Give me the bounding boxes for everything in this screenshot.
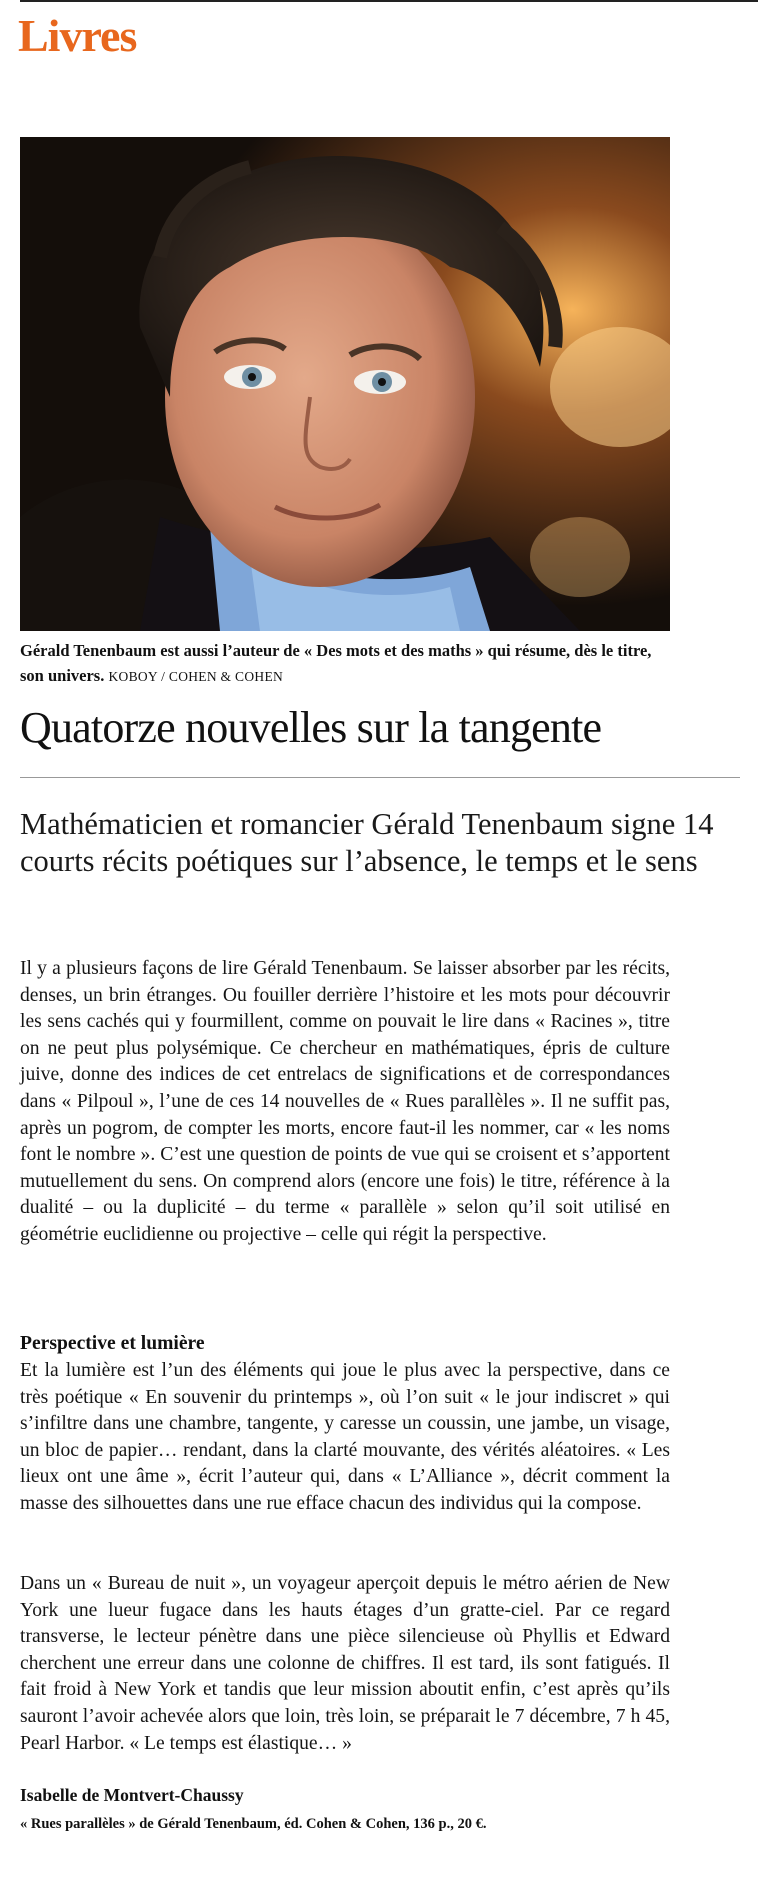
body-paragraph-1: Il y a plusieurs façons de lire Gérald Tenenbaum. Se laisser absorber par les récits, denses, un brin étranges. Ou fouiller derrière l’histoire et les mots pour découvrir les sens cachés qui y fourmillent, comme on pouvait le lire dans « Racines », titre on ne peut plus polysémique. Ce chercheur en mathématiques, épris de culture juive, donne des indices de cet entrelacs de significations et de correspondances dans « Pilpoul », l’une de ces 14 nouvelles de « Rues parallèles ». Il ne suffit pas, après un pogrom, de compter les morts, encore faut-il les nommer, car « les noms font le nombre ». C’est une question de points de vue qui se croisent et s’apportent mutuellement du sens. On comprend alors (encore une fois) le titre, référence à la dualité – ou la duplicité – du terme « parallèle » selon qu’il soit utilisé en géométrie euclidienne ou projective – celle qui régit la perspective. [20,958,670,1245]
portrait-illustration [20,137,670,631]
photo-credit: KOBOY / COHEN & COHEN [108,669,284,684]
photo-caption [20,638,660,689]
section-title: Livres [18,10,137,61]
body-paragraph-3: Dans un « Bureau de nuit », un voyageur aperçoit depuis le métro aérien de New York une lueur fugace dans les hauts étages d’un gratte-ciel. Par ce regard transverse, le lecteur pénètre dans une pièce silencieuse où Phyllis et Edward cherchent une erreur dans une colonne de chiffres. Il est tard, ils sont fatigués. Il fait froid à New York et tandis que leur mission aboutit enfin, c’est après qu’ils sauront l’avoir achevée alors que loin, très loin, se préparait le 7 décembre, 7 h 45, Pearl Harbor. « Le temps est élastique… » [20,1573,670,1754]
book-reference: « Rues parallèles » de Gérald Tenenbaum, éd. Cohen & Cohen, 136 p., 20 €. [20,1816,487,1832]
body-paragraph-2: Et la lumière est l’un des éléments qui joue le plus avec la perspective, dans ce très poétique « En souvenir du printemps », où l’on suit « le jour indiscret » qui s’infiltre dans une chambre, tangente, y caresse un coussin, une jambe, un visage, un bloc de papier… rendant, dans la clarté mouvante, des vérités aléatoires. « Les lieux ont une âme », écrit l’auteur qui, dans « L’Alliance », décrit comment la masse des silhouettes dans une rue efface chacun des individus qui la compose. [20,1360,670,1514]
caption-text: Gérald Tenenbaum est aussi l’auteur de « Des mots et des maths » qui résume, dès le titre, son univers. [20,641,652,685]
author-photo [20,137,670,631]
section-subhead: Perspective et lumière [20,1333,205,1354]
headline-divider [20,777,740,778]
article-headline: Quatorze nouvelles sur la tangente [20,703,602,752]
article-standfirst: Mathématicien et romancier Gérald Tenenbaum signe 14 courts récits poétiques sur l’absence, le temps et le sens [20,807,714,878]
author-signature: Isabelle de Montvert-Chaussy [20,1785,244,1805]
top-rule [20,0,758,2]
